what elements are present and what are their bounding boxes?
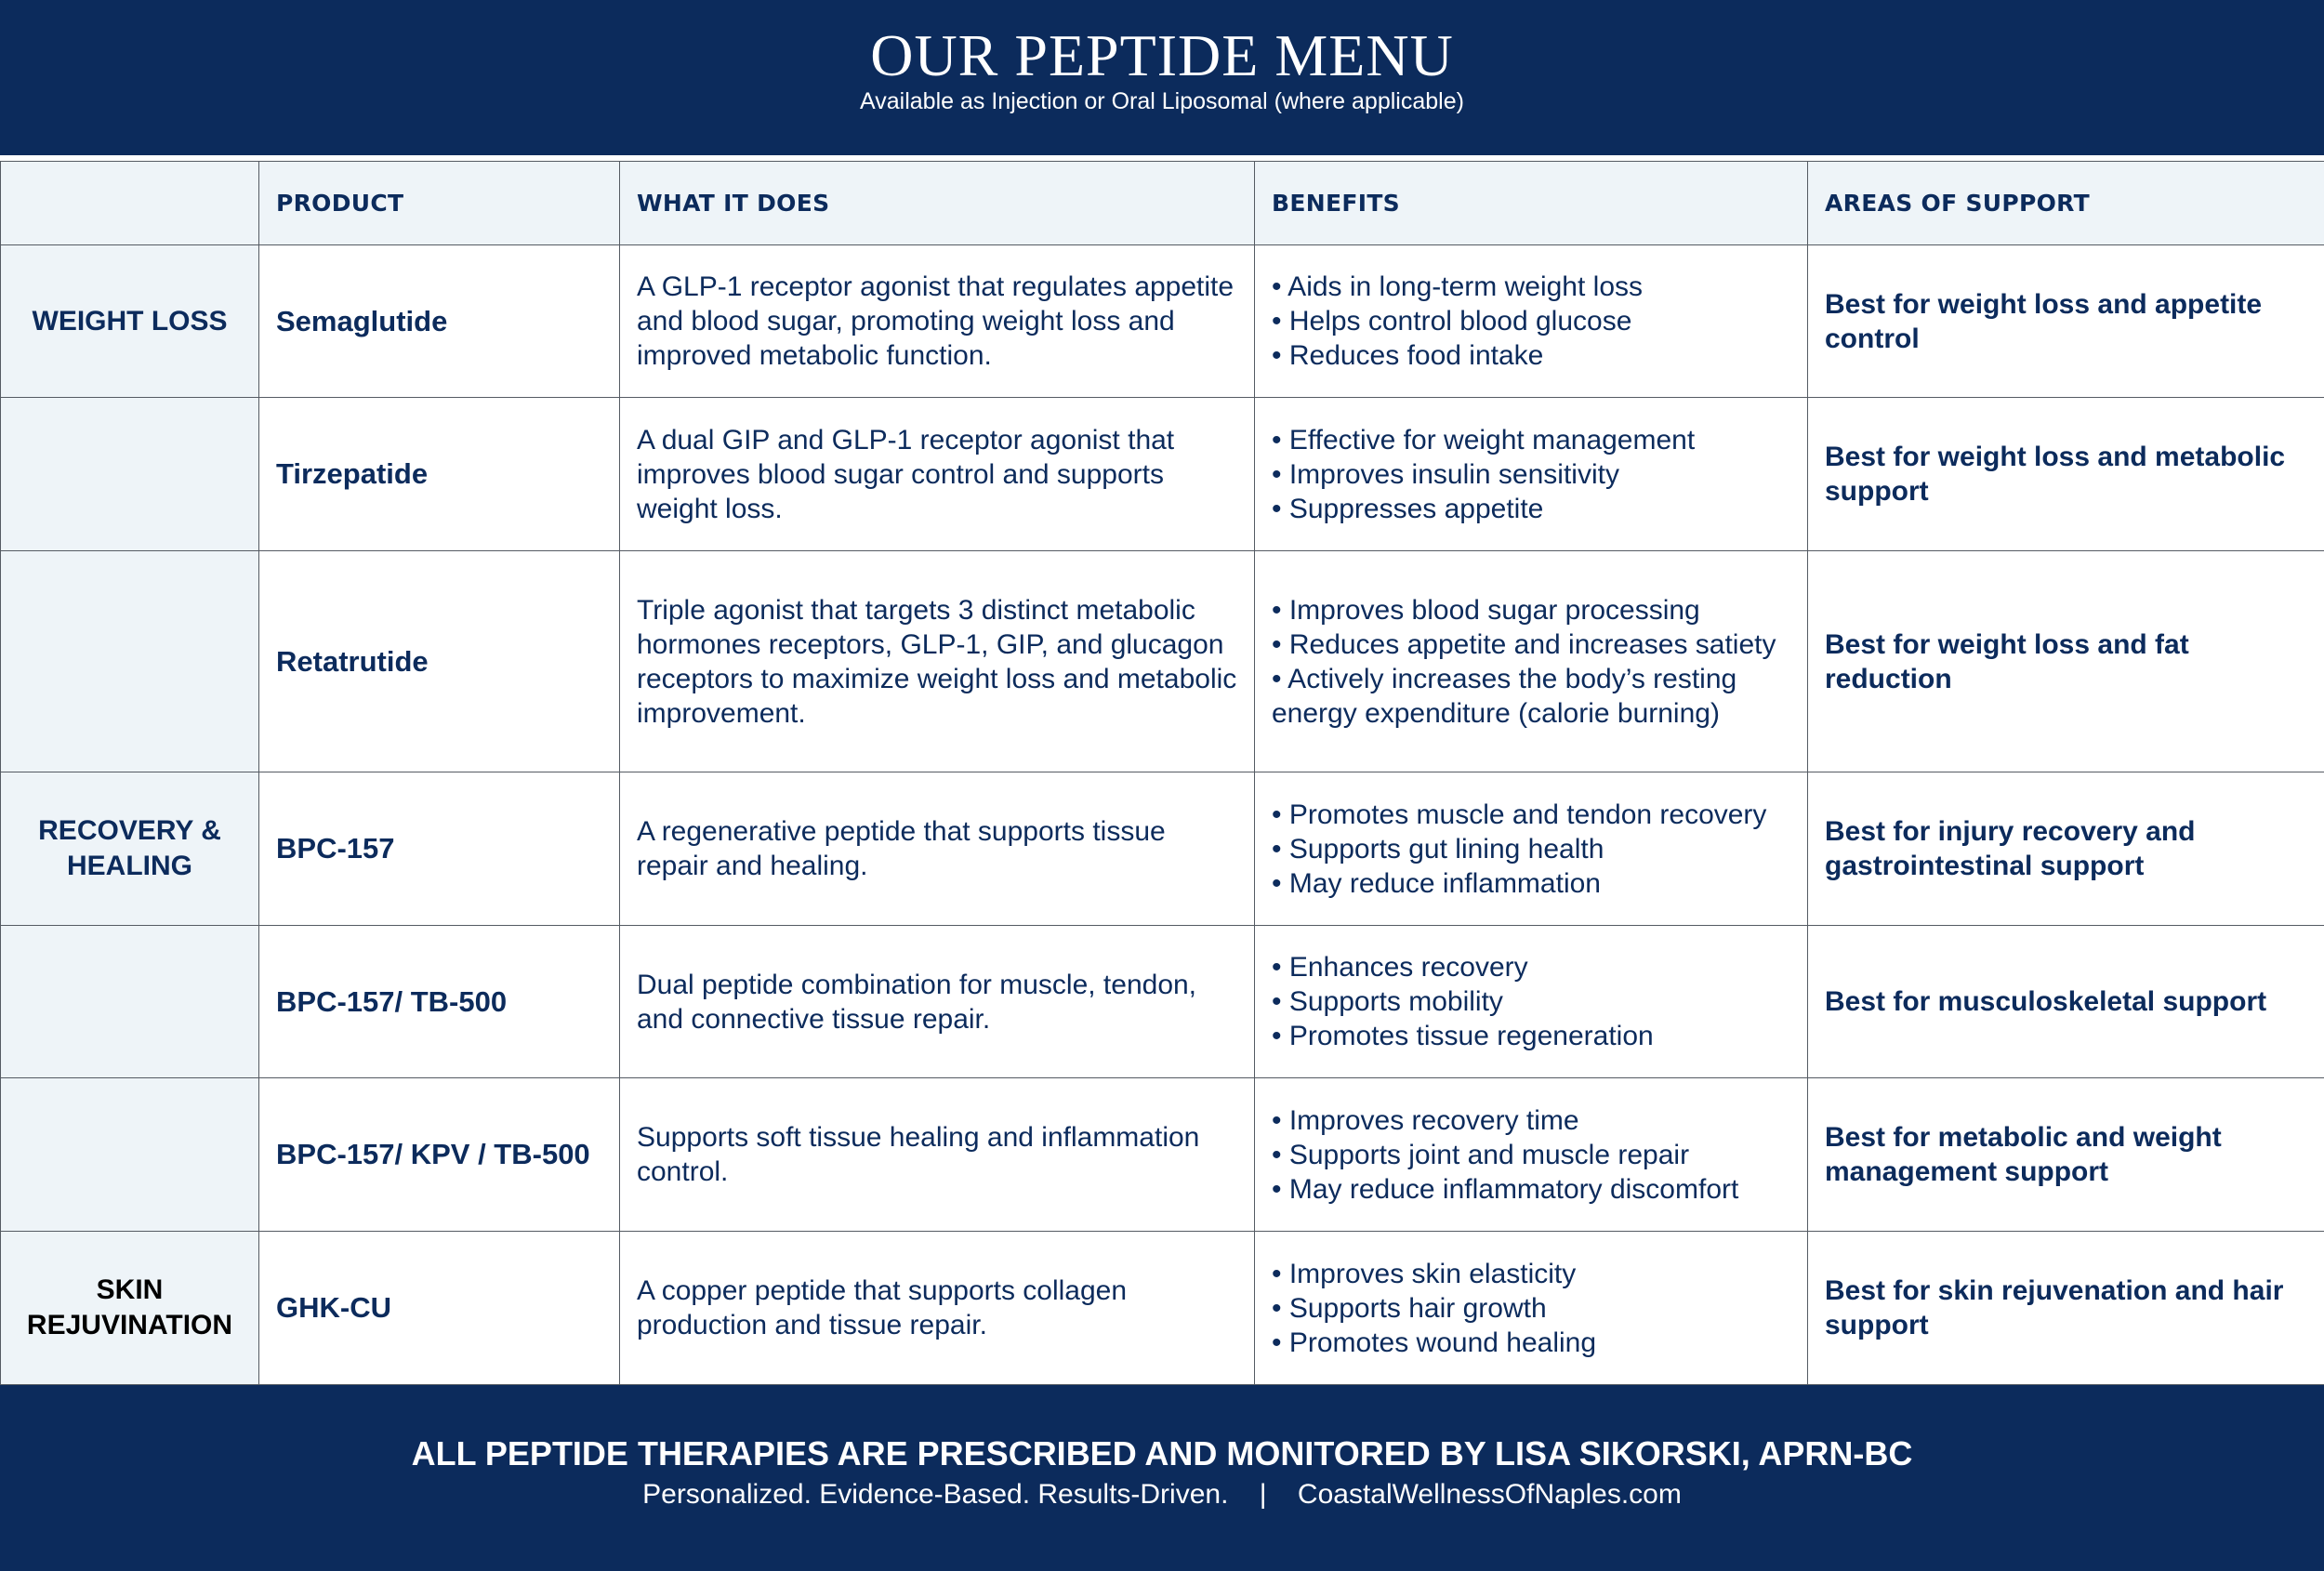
benefit-item: • Effective for weight management	[1272, 424, 1696, 455]
page-title: OUR PEPTIDE MENU	[870, 22, 1454, 88]
product-name: Semaglutide	[259, 245, 620, 398]
benefit-item: • Improves insulin sensitivity	[1272, 458, 1619, 490]
areas-of-support: Best for weight loss and metabolic support	[1808, 398, 2324, 551]
benefits-list	[1255, 1232, 1808, 1385]
benefit-item: • Supports gut lining health	[1272, 833, 1604, 865]
product-description: Supports soft tissue healing and inflammation control.	[620, 1078, 1255, 1232]
benefit-item: • Supports hair growth	[1272, 1292, 1547, 1324]
benefit-item: • Enhances recovery	[1272, 952, 1528, 983]
benefit-item: • Reduces food intake	[1272, 340, 1544, 371]
table-row	[1, 772, 2324, 926]
benefit-item: • Promotes wound healing	[1272, 1327, 1597, 1358]
product-description: Dual peptide combination for muscle, tendon, and connective tissue repair.	[620, 926, 1255, 1078]
product-name: Tirzepatide	[259, 398, 620, 551]
category-cell: RECOVERY & HEALING	[1, 772, 259, 926]
column-header-category	[1, 162, 259, 245]
product-name: BPC-157/ TB-500	[259, 926, 620, 1078]
product-name: Retatrutide	[259, 551, 620, 772]
areas-of-support: Best for injury recovery and gastrointestinal support	[1808, 772, 2324, 926]
areas-of-support: Best for musculoskeletal support	[1808, 926, 2324, 1078]
column-header-areas-of-support: AREAS OF SUPPORT	[1808, 162, 2324, 245]
page-footer	[0, 1385, 2324, 1571]
benefit-item: • Improves skin elasticity	[1272, 1258, 1577, 1289]
column-header-what-it-does: WHAT IT DOES	[620, 162, 1255, 245]
benefit-item: • Improves blood sugar processing	[1272, 594, 1700, 626]
benefits-list	[1255, 245, 1808, 398]
benefit-item: • May reduce inflammatory discomfort	[1272, 1173, 1739, 1205]
benefit-item: • Improves recovery time	[1272, 1104, 1579, 1136]
benefit-item: • Reduces appetite and increases satiety	[1272, 628, 1776, 660]
benefits-list	[1255, 551, 1808, 772]
table-row	[1, 398, 2324, 551]
areas-of-support: Best for weight loss and fat reduction	[1808, 551, 2324, 772]
table-row	[1, 1232, 2324, 1385]
benefit-item: • Suppresses appetite	[1272, 493, 1544, 524]
product-name: BPC-157	[259, 772, 620, 926]
table-row	[1, 1078, 2324, 1232]
product-description: A dual GIP and GLP-1 receptor agonist that improves blood sugar control and supports weight loss.	[620, 398, 1255, 551]
table-row	[1, 245, 2324, 398]
peptide-menu-table	[0, 161, 2324, 1385]
category-cell: WEIGHT LOSS	[1, 245, 259, 398]
table-header-row	[1, 162, 2324, 245]
product-description: Triple agonist that targets 3 distinct metabolic hormones receptors, GLP-1, GIP, and glucagon receptors to maximize weight loss and metabolic improvement.	[620, 551, 1255, 772]
category-cell	[1, 398, 259, 551]
areas-of-support: Best for weight loss and appetite control	[1808, 245, 2324, 398]
benefit-item: • Promotes muscle and tendon recovery	[1272, 799, 1767, 830]
column-header-product: PRODUCT	[259, 162, 620, 245]
product-description: A regenerative peptide that supports tissue repair and healing.	[620, 772, 1255, 926]
footer-prescriber-note: ALL PEPTIDE THERAPIES ARE PRESCRIBED AND MONITORED BY LISA SIKORSKI, APRN-BC	[411, 1434, 1913, 1472]
footer-tagline: Personalized. Evidence-Based. Results-Driven.	[642, 1479, 1229, 1510]
benefits-list	[1255, 772, 1808, 926]
category-cell	[1, 1078, 259, 1232]
page-subtitle: Available as Injection or Oral Liposomal (where applicable)	[860, 88, 1464, 114]
benefits-list	[1255, 398, 1808, 551]
benefit-item: • May reduce inflammation	[1272, 867, 1601, 899]
product-description: A copper peptide that supports collagen production and tissue repair.	[620, 1232, 1255, 1385]
benefits-list	[1255, 926, 1808, 1078]
table-row	[1, 926, 2324, 1078]
benefit-item: • Supports mobility	[1272, 986, 1503, 1017]
product-name: GHK-CU	[259, 1232, 620, 1385]
benefit-item: • Helps control blood glucose	[1272, 306, 1632, 337]
footer-tagline-row	[0, 1476, 2324, 1513]
page-header	[0, 0, 2324, 155]
benefits-list	[1255, 1078, 1808, 1232]
category-cell	[1, 551, 259, 772]
product-description: A GLP-1 receptor agonist that regulates appetite and blood sugar, promoting weight loss and improved metabolic function.	[620, 245, 1255, 398]
benefit-item: • Supports joint and muscle repair	[1272, 1139, 1690, 1170]
table-row	[1, 551, 2324, 772]
category-cell	[1, 926, 259, 1078]
areas-of-support: Best for skin rejuvenation and hair support	[1808, 1232, 2324, 1385]
footer-separator: |	[1259, 1479, 1267, 1510]
footer-website-link[interactable]: CoastalWellnessOfNaples.com	[1297, 1479, 1682, 1510]
areas-of-support: Best for metabolic and weight management support	[1808, 1078, 2324, 1232]
benefit-item: • Promotes tissue regeneration	[1272, 1021, 1654, 1051]
benefit-item: • Actively increases the body’s resting energy expenditure (calorie burning)	[1272, 663, 1737, 729]
column-header-benefits: BENEFITS	[1255, 162, 1808, 245]
product-name: BPC-157/ KPV / TB-500	[259, 1078, 620, 1232]
benefit-item: • Aids in long-term weight loss	[1272, 271, 1644, 302]
category-cell: SKIN REJUVINATION	[1, 1232, 259, 1385]
